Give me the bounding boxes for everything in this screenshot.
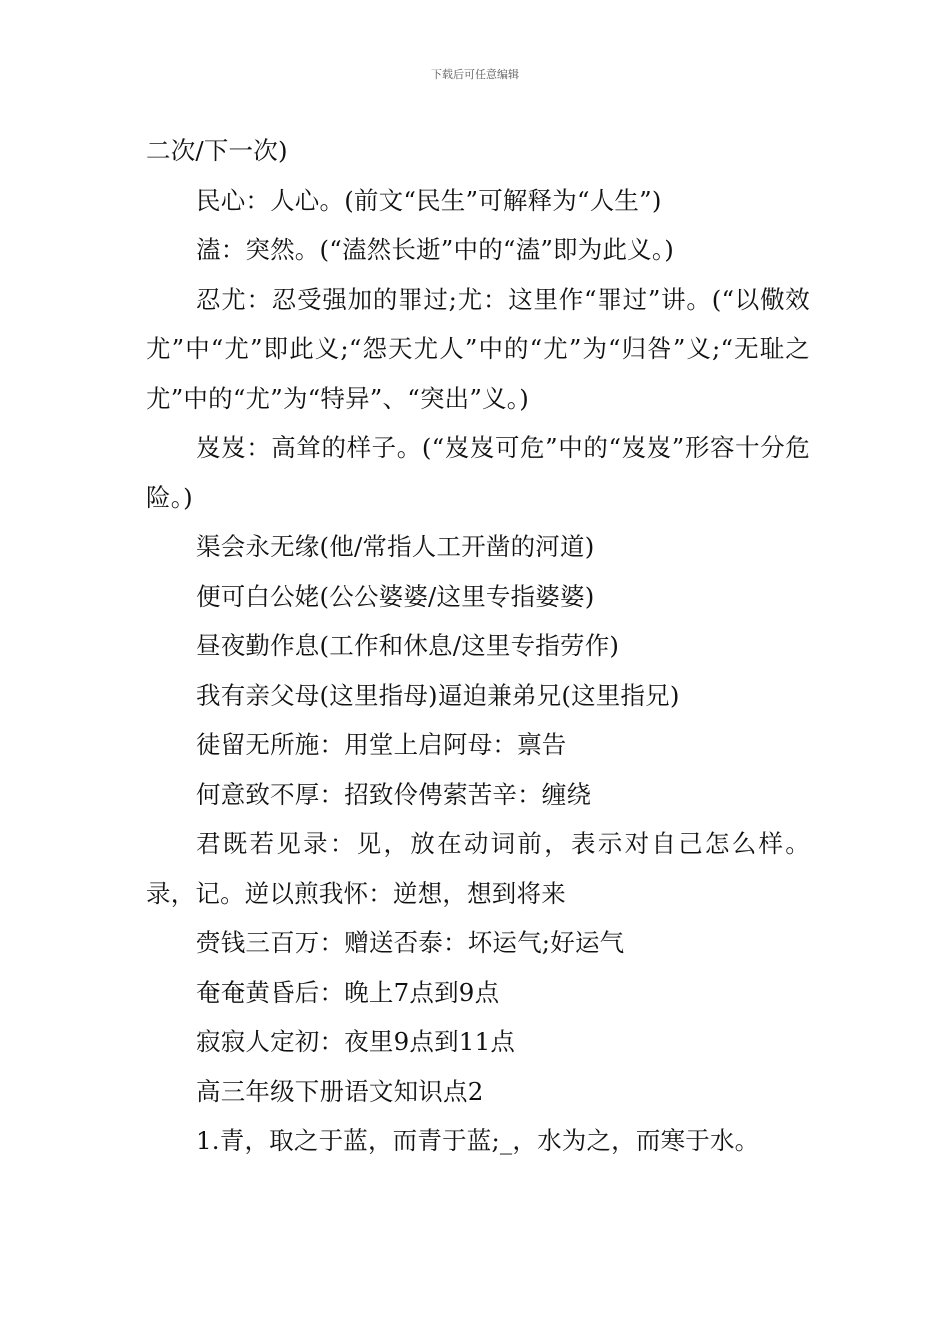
paragraph: 便可白公姥(公公婆婆/这里专指婆婆): [196, 581, 595, 611]
paragraph: 徒留无所施：用堂上启阿母：禀告: [196, 730, 567, 759]
paragraph: 寂寂人定初：夜里9点到11点: [196, 1027, 516, 1056]
paragraph: 岌岌：高耸的样子。(“岌岌可危”中的“岌岌”形容十分危险。): [146, 433, 810, 512]
paragraph: 昼夜勤作息(工作和休息/这里专指劳作): [196, 631, 620, 660]
paragraph: 君既若见录：见，放在动词前，表示对自己怎么样。录，记。逆以煎我怀：逆想，想到将来: [146, 829, 810, 908]
paragraph: 忍尤：忍受强加的罪过;尤：这里作“罪过”讲。(“以儆效尤”中“尤”即此义;“怨天尤人”中的“尤”为“归咎”义;“无耻之尤”中的“尤”为“特异”、“突出”义。): [146, 284, 810, 413]
paragraph: 渠会永无缘(他/常指人工开凿的河道): [196, 532, 595, 561]
paragraph: 奄奄黄昏后：晚上7点到9点: [196, 977, 500, 1007]
paragraph: 二次/下一次): [146, 136, 288, 165]
paragraph: 赍钱三百万：赠送否泰：坏运气;好运气: [196, 928, 625, 957]
paragraph: 我有亲父母(这里指母)逼迫兼弟兄(这里指兄): [196, 680, 680, 710]
paragraph: 民心：人心。(前文“民生”可解释为“人生”): [196, 185, 662, 215]
page-header: 下载后可任意编辑: [431, 68, 519, 81]
document-body: [146, 126, 810, 1166]
section-heading: 高三年级下册语文知识点2: [196, 1076, 484, 1106]
paragraph: 溘：突然。(“溘然长逝”中的“溘”即为此义。): [196, 235, 675, 264]
paragraph: 1.青，取之于蓝，而青于蓝;_，水为之，而寒于水。: [196, 1126, 760, 1155]
paragraph: 何意致不厚：招致伶俜萦苦辛：缠绕: [196, 779, 592, 809]
